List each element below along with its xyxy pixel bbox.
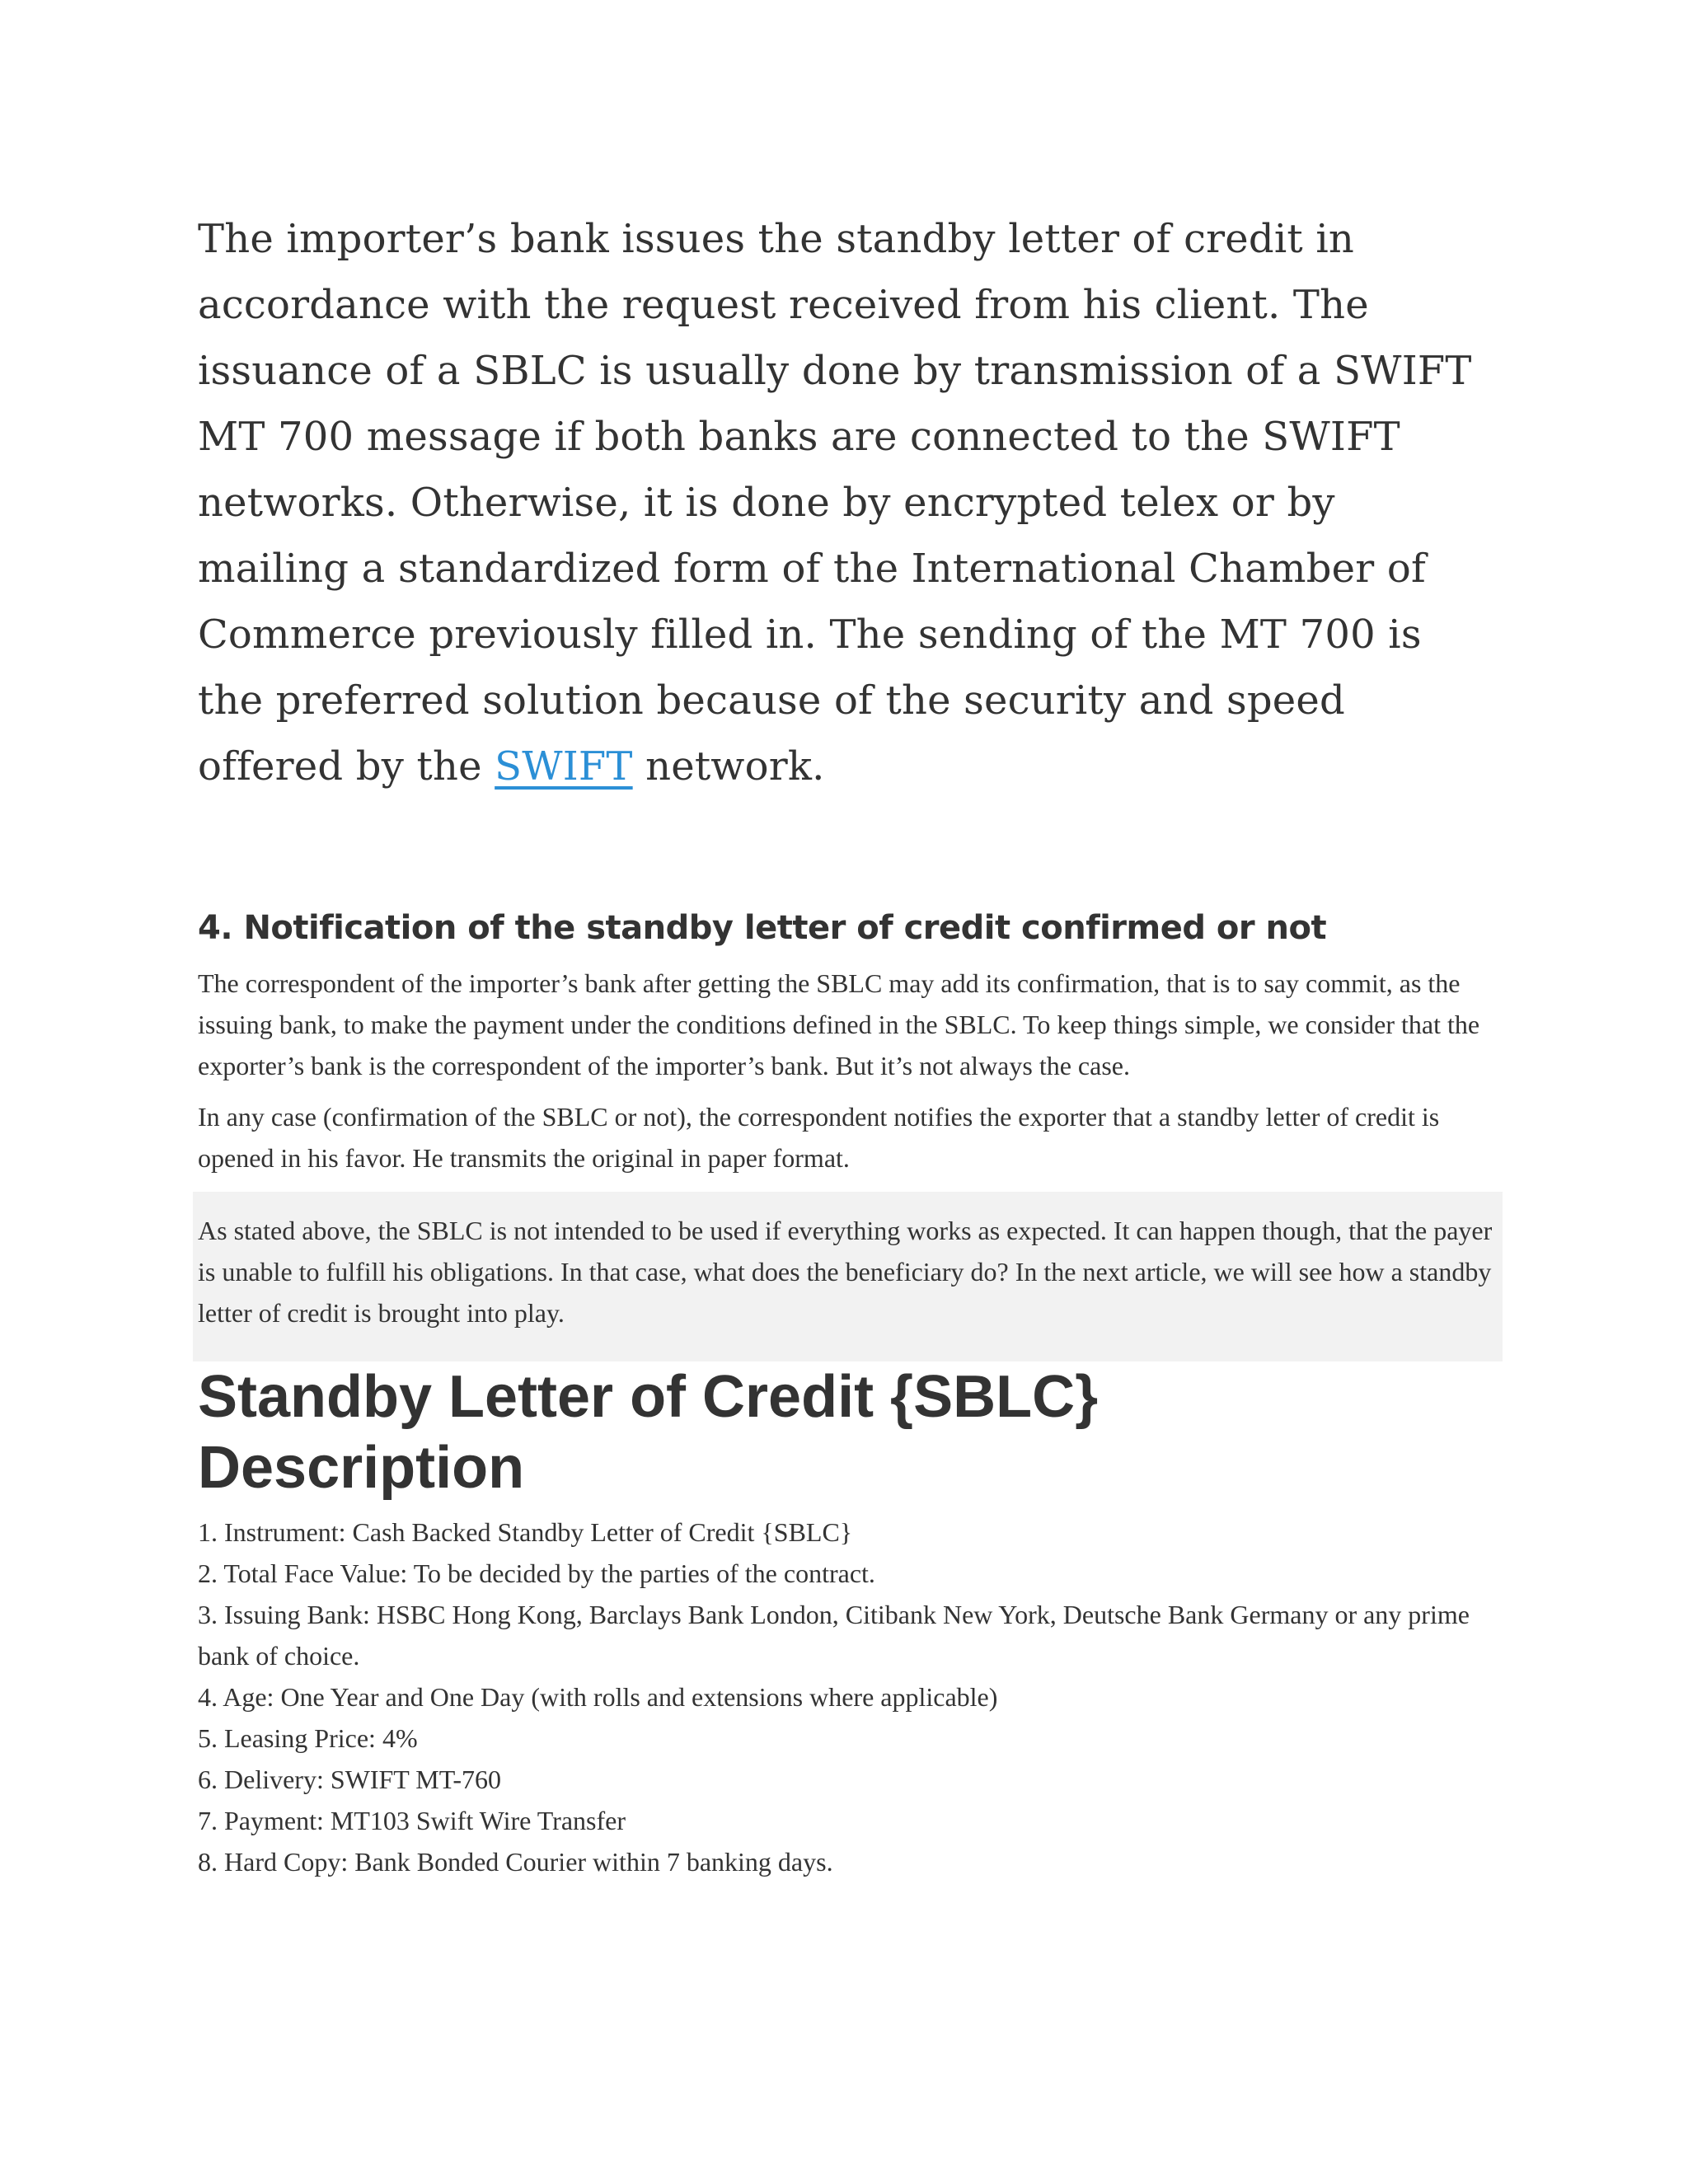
- list-item: 7. Payment: MT103 Swift Wire Transfer: [198, 1806, 626, 1835]
- list-item: 4. Age: One Year and One Day (with rolls and extensions where applicable): [198, 1682, 998, 1712]
- intro-text: The importer’s bank issues the standby letter of credit in accordance with the request received from his client. The issuance of a SBLC is usually done by transmission of a SWIFT MT 700 message if both banks are connected to the SWIFT networks. Otherwise, it is done by encrypted telex or by mailing a standardized form of the International Chamber of Commerce previously filled in. The sending of the MT 700 is the preferred solution because of the security and speed offered by the: [198, 216, 1472, 790]
- document-page: [198, 206, 1496, 1882]
- callout-text: As stated above, the SBLC is not intended to be used if everything works as expected. It can happen though, that the payer is unable to fulfill his obligations. In that case, what does the beneficiary do? In the next article, we will see how a standby letter of credit is brought into play.: [198, 1216, 1493, 1328]
- section-heading: 4. Notification of the standby letter of credit confirmed or not: [198, 909, 1327, 947]
- intro-text-end: network.: [632, 743, 825, 790]
- swift-link[interactable]: SWIFT: [495, 743, 633, 790]
- description-title: Standby Letter of Credit {SBLC} Description: [198, 1364, 1099, 1501]
- description-list: [198, 1511, 1500, 1882]
- list-item: 3. Issuing Bank: HSBC Hong Kong, Barclays Bank London, Citibank New York, Deutsche Bank Germany or any prime bank of choice.: [198, 1600, 1470, 1671]
- list-item: 8. Hard Copy: Bank Bonded Courier within 7 banking days.: [198, 1847, 833, 1877]
- intro-paragraph: [198, 206, 1484, 799]
- section-paragraph: The correspondent of the importer’s bank after getting the SBLC may add its confirmation, that is to say commit, as the issuing bank, to make the payment under the conditions defined in the SBLC. To keep things simple, we consider that the exporter’s bank is the correspondent of the importer’s bank. But it’s not always the case.: [198, 968, 1480, 1080]
- list-item: 5. Leasing Price: 4%: [198, 1723, 418, 1753]
- callout-box: [193, 1192, 1503, 1361]
- list-item: 2. Total Face Value: To be decided by the parties of the contract.: [198, 1558, 875, 1588]
- list-item: 6. Delivery: SWIFT MT-760: [198, 1765, 501, 1794]
- list-item: 1. Instrument: Cash Backed Standby Letter of Credit {SBLC}: [198, 1517, 853, 1547]
- section-paragraph: In any case (confirmation of the SBLC or not), the correspondent notifies the exporter that a standby letter of credit is opened in his favor. He transmits the original in paper format.: [198, 1102, 1440, 1173]
